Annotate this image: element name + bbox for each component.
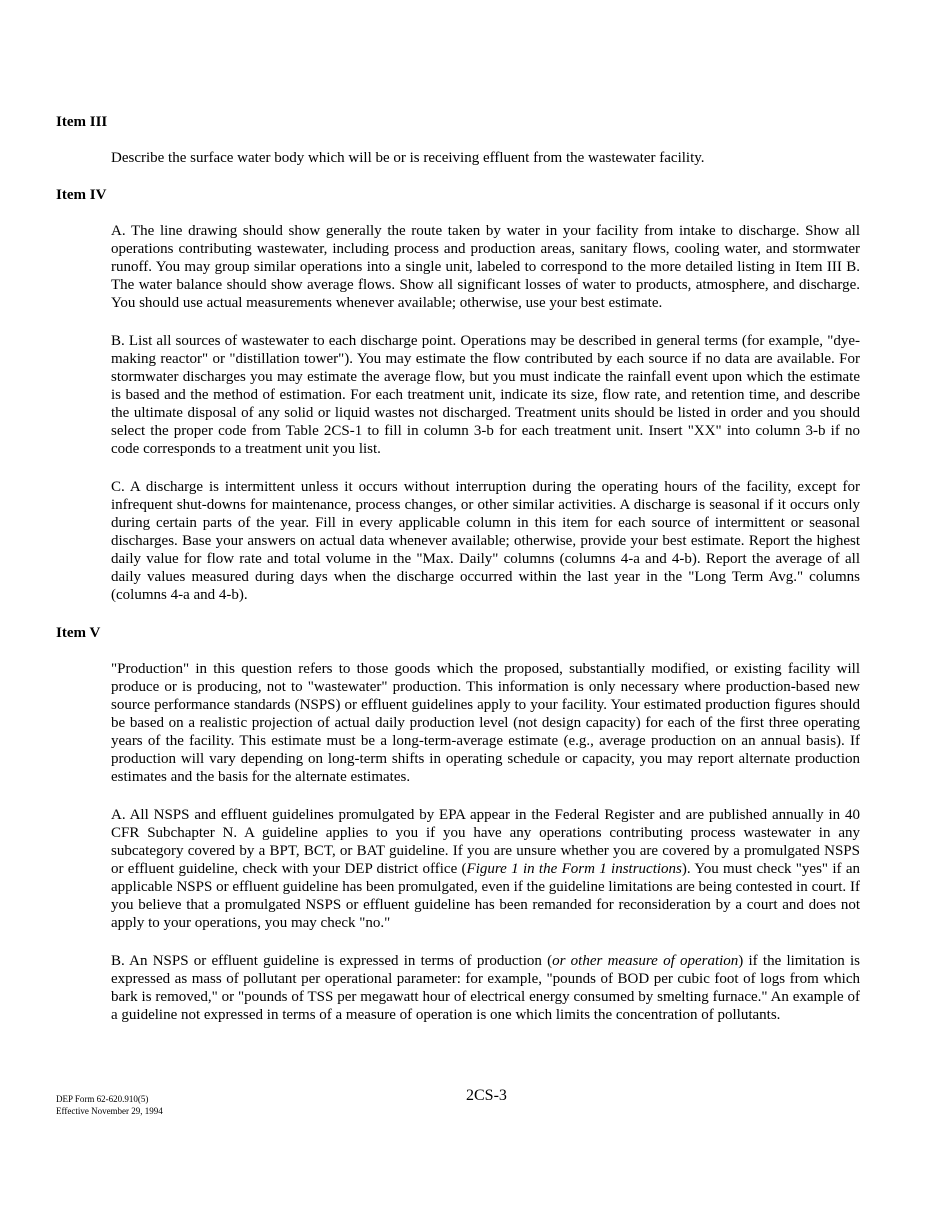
item-v-paragraph-a-emphasis: Figure 1 in the Form 1 instructions (466, 861, 682, 877)
item-iv-paragraph-b: B. List all sources of wastewater to each discharge point. Operations may be described in general terms (for example, "dye-making reactor" or "distillation tower"). You may estimate the flow contributed by each source if no data are available. For stormwater discharges you may estimate the average flow, but you must indicate the rainfall event upon which the estimate is based and the method of estimation. For each treatment unit, indicate its size, flow rate, and retention time, and describe the ultimate disposal of any solid or liquid wastes not discharged. Treatment units should be listed in order and you should select the proper code from Table 2CS-1 to fill in column 3-b for each treatment unit. Insert "XX" into column 3-b if no code corresponds to a treatment unit you list. (111, 333, 860, 457)
item-v-paragraph-a (111, 806, 860, 932)
footer-form-id: DEP Form 62-620.910(5) (56, 1094, 149, 1104)
item-iii-heading: Item III (56, 114, 108, 130)
page-number: 2CS-3 (466, 1087, 507, 1104)
footer-form-info (56, 1094, 163, 1117)
item-v-paragraph-b-part1: B. An NSPS or effluent guideline is expressed in terms of production ( (111, 953, 553, 969)
item-iv-paragraph-c: C. A discharge is intermittent unless it occurs without interruption during the operating hours of the facility, except for infrequent shut-downs for maintenance, process changes, or other similar activities. A discharge is seasonal if it occurs only during certain parts of the year. Fill in every applicable column in this item for each source of intermittent or seasonal discharges. Base your answers on actual data whenever available; otherwise, provide your best estimate. Report the highest daily value for flow rate and total volume in the "Max. Daily" columns (columns 4-a and 4-b). Report the average of all daily values measured during days when the discharge occurred within the last year in the "Long Term Avg." columns (columns 4-a and 4-b). (111, 479, 860, 603)
item-v-paragraph-b (111, 952, 860, 1024)
item-iii-text: Describe the surface water body which will be or is receiving effluent from the wastewater facility. (111, 150, 705, 166)
item-iv-heading: Item IV (56, 187, 107, 203)
item-v-paragraph-a-part2: ). You must check "yes" if an applicable NSPS or effluent guideline has been promulgated, even if the guideline limitations are being contested in court. If you believe that a promulgated NSPS or effluent guideline has been remanded for reconsideration by a court and does not apply to your operations, you may check "no." (111, 861, 860, 931)
item-v-heading: Item V (56, 625, 101, 641)
item-v-paragraph-a-part1: A. All NSPS and effluent guidelines promulgated by EPA appear in the Federal Register and are published annually in 40 CFR Subchapter N. A guideline applies to you if you have any operations contributing process wastewater in any subcategory covered by a BPT, BCT, or BAT guideline. If you are unsure whether you are covered by a promulgated NSPS or effluent guideline, check with your DEP district office ( (111, 807, 860, 877)
item-iv-paragraph-a: A. The line drawing should show generally the route taken by water in your facility from intake to discharge. Show all operations contributing wastewater, including process and production areas, sanitary flows, cooling water, and stormwater runoff. You may group similar operations into a single unit, labeled to correspond to the more detailed listing in Item III B. The water balance should show average flows. Show all significant losses of water to products, atmosphere, and discharge. You should use actual measurements whenever available; otherwise, use your best estimate. (111, 223, 860, 311)
footer-effective-date: Effective November 29, 1994 (56, 1105, 163, 1116)
item-v-paragraph-b-emphasis: or other measure of operation (552, 953, 739, 969)
item-v-paragraph-b-part2: ) if the limitation is expressed as mass of pollutant per operational parameter: for example, "pounds of BOD per cubic foot of logs from which bark is removed," or "pounds of TSS per megawatt hour of electrical energy consumed by smelting furnace." An example of a guideline not expressed in terms of a measure of operation is one which limits the concentration of pollutants. (111, 953, 861, 1023)
item-v-intro-paragraph: "Production" in this question refers to those goods which the proposed, substantially modified, or existing facility will produce or is producing, not to "wastewater" production. This information is only necessary where production-based new source performance standards (NSPS) or effluent guidelines apply to your facility. Your estimated production figures should be based on a realistic projection of actual daily production level (not design capacity) for each of the first three operating years of the facility. This estimate must be a long-term-average estimate (e.g., average production on an annual basis). If production will vary depending on long-term shifts in operating schedule or capacity, you may report alternate production estimates and the basis for the alternate estimates. (111, 661, 860, 785)
